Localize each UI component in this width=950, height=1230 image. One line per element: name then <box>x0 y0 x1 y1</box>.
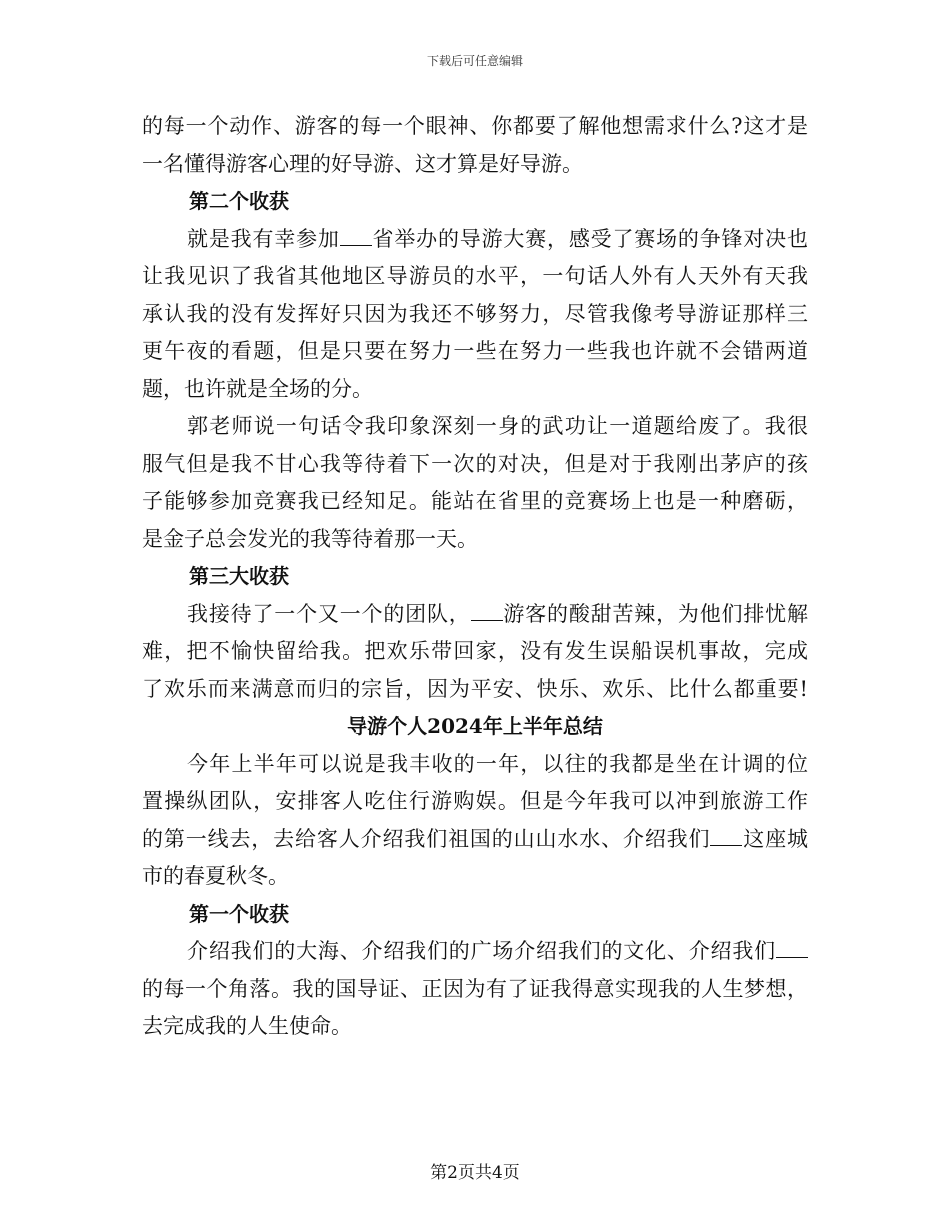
text-line: 是金子总会发光的我等待着那一天。 <box>142 526 478 551</box>
page-header-note: 下载后可任意编辑 <box>426 54 523 68</box>
document-body <box>142 108 808 1046</box>
document-title: 导游个人2024年上半年总结 <box>347 714 603 738</box>
page-number: 第2页共4页 <box>430 1163 520 1183</box>
blank-underline <box>710 827 742 846</box>
section-heading: 第二个收获 <box>189 189 289 213</box>
text-line: 了欢乐而来满意而归的宗旨，因为平安、快乐、欢乐、比什么都重要! <box>142 676 808 701</box>
text-line: 介绍我们的大海、介绍我们的广场介绍我们的文化、介绍我们 <box>142 933 808 971</box>
text-line: 市的春夏秋冬。 <box>142 864 289 888</box>
text-line: 子能够参加竞赛我已经知足。能站在省里的竞赛场上也是一种磨砺， <box>142 489 808 513</box>
text-line: 置操纵团队，安排客人吃住行游购娱。但是今年我可以冲到旅游工作 <box>142 789 808 813</box>
section-heading: 第三大收获 <box>189 564 289 588</box>
blank-underline <box>471 602 503 621</box>
section-heading: 第一个收获 <box>189 901 289 926</box>
text-line: 让我见识了我省其他地区导游员的水平，一句话人外有人天外有天我 <box>142 264 808 288</box>
text-line: 一名懂得游客心理的好导游、这才算是好导游。 <box>142 151 583 176</box>
text-line: 去完成我的人生使命。 <box>142 1014 352 1038</box>
blank-underline <box>776 939 808 958</box>
text-line: 我接待了一个又一个的团队， 游客的酸甜苦辣，为他们排忧解 <box>187 601 808 626</box>
text-line: 的每一个角落。我的国导证、正因为有了证我得意实现我的人生梦想， <box>142 976 808 1001</box>
blank-underline <box>340 227 372 246</box>
text-line: 就是我有幸参加 省举办的导游大赛，感受了赛场的争锋对决也 <box>187 226 808 251</box>
text-line: 承认我的没有发挥好只因为我还不够努力，尽管我像考导游证那样三 <box>142 301 808 326</box>
text-line: 难，把不愉快留给我。把欢乐带回家，没有发生误船误机事故，完成 <box>142 639 808 663</box>
text-line: 服气但是我不甘心我等待着下一次的对决，但是对于我刚出茅庐的孩 <box>142 451 808 476</box>
text-line: 郭老师说一句话令我印象深刻一身的武功让一道题给废了。我很 <box>187 414 808 438</box>
text-line: 的第一线去，去给客人介绍我们祖国的山山水水、介绍我们 这座城 <box>142 826 809 851</box>
text-line: 今年上半年可以说是我丰收的一年，以往的我都是坐在计调的位 <box>187 751 808 776</box>
text-line: 题，也许就是全场的分。 <box>142 376 373 401</box>
text-line: 的每一个动作、游客的每一个眼神、你都要了解他想需求什么?这才是 <box>142 114 808 138</box>
text-line: 更午夜的看题，但是只要在努力一些在努力一些我也许就不会错两道 <box>142 339 808 363</box>
